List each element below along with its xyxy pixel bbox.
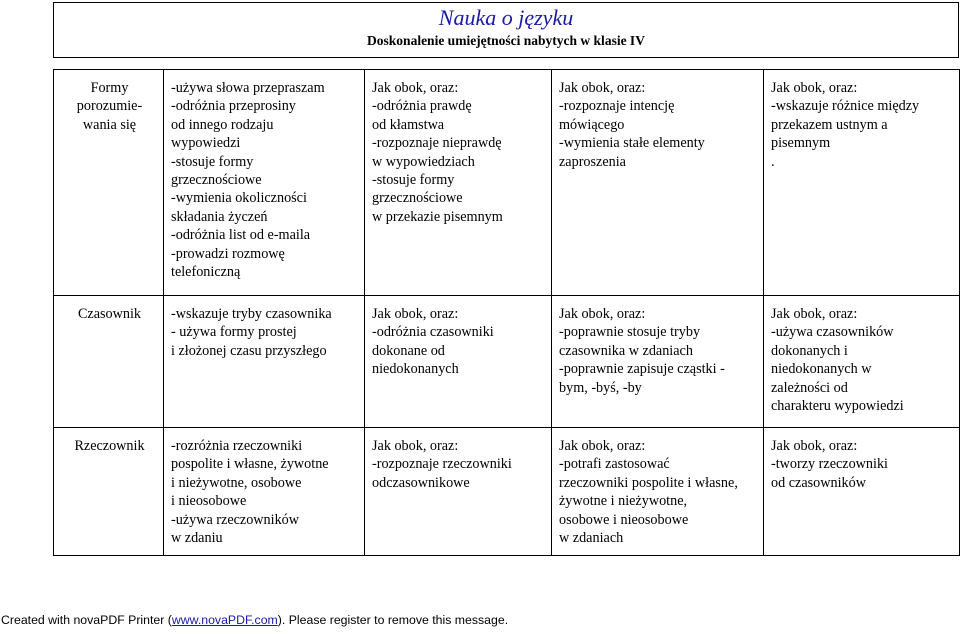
- cell-line: -wymienia okoliczności: [171, 190, 307, 207]
- row-category-cell: [54, 428, 164, 556]
- cell-line: przekazem ustnym a: [771, 116, 888, 133]
- cell-line: -rozpoznaje rzeczowniki: [372, 456, 512, 473]
- cell-line: bym, -byś, -by: [559, 379, 642, 396]
- cell-line: w przekazie pisemnym: [372, 208, 503, 225]
- cell-line: i nieżywotne, osobowe: [171, 474, 302, 491]
- cell-line: charakteru wypowiedzi: [771, 398, 904, 415]
- footer-link[interactable]: www.novaPDF.com: [171, 613, 278, 627]
- cell-line: - używa formy prostej: [171, 324, 297, 341]
- cell-line: pisemnym: [771, 135, 831, 152]
- page-title: Nauka o języku: [438, 5, 574, 30]
- cell-line: -odróżnia czasowniki: [372, 324, 494, 341]
- page-subtitle: Doskonalenie umiejętności nabytych w klasie IV: [367, 33, 645, 48]
- cell-line: -stosuje formy: [171, 153, 254, 170]
- cell-line: składania życzeń: [171, 208, 268, 225]
- cell-line: Formy: [90, 80, 129, 96]
- cell-line: Rzeczownik: [74, 438, 145, 454]
- cell-line: czasownika w zdaniach: [559, 342, 693, 359]
- cell-line: zaproszenia: [559, 153, 626, 170]
- row-category-cell: [54, 70, 164, 296]
- cell-line: -wskazuje tryby czasownika: [171, 306, 332, 322]
- row-category-cell: [54, 296, 164, 428]
- cell-line: rzeczowniki pospolite i własne,: [559, 474, 738, 491]
- cell-line: -wymienia stałe elementy: [559, 135, 705, 152]
- cell-line: żywotne i nieżywotne,: [559, 493, 688, 510]
- footer-suffix: ). Please register to remove this message.: [277, 613, 509, 627]
- requirement-cell: [164, 70, 365, 296]
- cell-line: niedokonanych w: [771, 361, 872, 378]
- cell-line: -używa słowa przepraszam: [171, 80, 325, 96]
- cell-line: dokonanych i: [771, 342, 848, 359]
- cell-line: -potrafi zastosować: [559, 456, 670, 473]
- cell-line: mówiącego: [559, 116, 625, 133]
- cell-line: od innego rodzaju: [171, 116, 274, 133]
- cell-line: -rozpoznaje intencję: [559, 98, 675, 115]
- cell-line: i nieosobowe: [171, 493, 247, 510]
- cell-line: Jak obok, oraz:: [559, 80, 646, 96]
- cell-line: od czasowników: [771, 474, 866, 491]
- requirement-cell: [164, 428, 365, 556]
- cell-line: Jak obok, oraz:: [559, 438, 646, 454]
- header-box: [53, 2, 959, 58]
- requirement-cell: [365, 428, 552, 556]
- cell-line: -tworzy rzeczowniki: [771, 456, 888, 473]
- requirement-cell: [764, 428, 960, 556]
- cell-line: -rozpoznaje nieprawdę: [372, 135, 502, 152]
- cell-line: -poprawnie zapisuje cząstki -: [559, 361, 725, 378]
- cell-line: Jak obok, oraz:: [771, 306, 858, 322]
- requirement-cell: [552, 70, 764, 296]
- cell-line: telefoniczną: [171, 264, 241, 281]
- cell-line: Jak obok, oraz:: [771, 80, 858, 96]
- requirement-cell: [164, 296, 365, 428]
- requirement-cell: [365, 296, 552, 428]
- table-row: [54, 296, 960, 428]
- cell-line: -stosuje formy: [372, 172, 455, 189]
- cell-line: Jak obok, oraz:: [771, 438, 858, 454]
- table-row: [54, 70, 960, 296]
- cell-line: -prowadzi rozmowę: [171, 245, 285, 262]
- cell-line: Jak obok, oraz:: [372, 306, 459, 322]
- cell-line: -odróżnia przeprosiny: [171, 98, 296, 115]
- cell-line: osobowe i nieosobowe: [559, 511, 689, 528]
- requirement-cell: [552, 428, 764, 556]
- cell-line: w wypowiedziach: [372, 153, 475, 170]
- cell-line: Jak obok, oraz:: [372, 80, 459, 96]
- cell-line: Jak obok, oraz:: [372, 438, 459, 454]
- cell-line: -odróżnia prawdę: [372, 98, 472, 115]
- cell-line: niedokonanych: [372, 361, 459, 378]
- requirement-cell: [764, 70, 960, 296]
- cell-line: wypowiedzi: [171, 135, 241, 152]
- cell-line: -używa czasowników: [771, 324, 894, 341]
- cell-line: -poprawnie stosuje tryby: [559, 324, 701, 341]
- requirements-table: [53, 69, 960, 556]
- cell-line: pospolite i własne, żywotne: [171, 456, 329, 473]
- table-row: [54, 428, 960, 556]
- footer-prefix: Created with novaPDF Printer (: [1, 613, 172, 627]
- requirement-cell: [552, 296, 764, 428]
- cell-line: Czasownik: [77, 306, 142, 322]
- cell-line: -rozróżnia rzeczowniki: [171, 438, 303, 454]
- cell-line: porozumie-: [76, 98, 143, 115]
- requirement-cell: [365, 70, 552, 296]
- watermark-footer: [1, 613, 508, 627]
- cell-line: zależności od: [771, 379, 848, 396]
- requirement-cell: [764, 296, 960, 428]
- cell-line: dokonane od: [372, 342, 445, 359]
- cell-line: -wskazuje różnice między: [771, 98, 920, 115]
- cell-line: grzecznościowe: [372, 190, 463, 207]
- cell-line: -odróżnia list od e-maila: [171, 227, 311, 244]
- cell-line: i złożonej czasu przyszłego: [171, 342, 327, 359]
- cell-line: -używa rzeczowników: [171, 511, 300, 528]
- cell-line: w zdaniach: [559, 530, 624, 547]
- cell-line: .: [771, 153, 775, 170]
- cell-line: od kłamstwa: [372, 116, 445, 133]
- cell-line: grzecznościowe: [171, 172, 262, 189]
- cell-line: w zdaniu: [171, 530, 223, 547]
- cell-line: Jak obok, oraz:: [559, 306, 646, 322]
- cell-line: odczasownikowe: [372, 474, 470, 491]
- cell-line: wania się: [82, 116, 137, 133]
